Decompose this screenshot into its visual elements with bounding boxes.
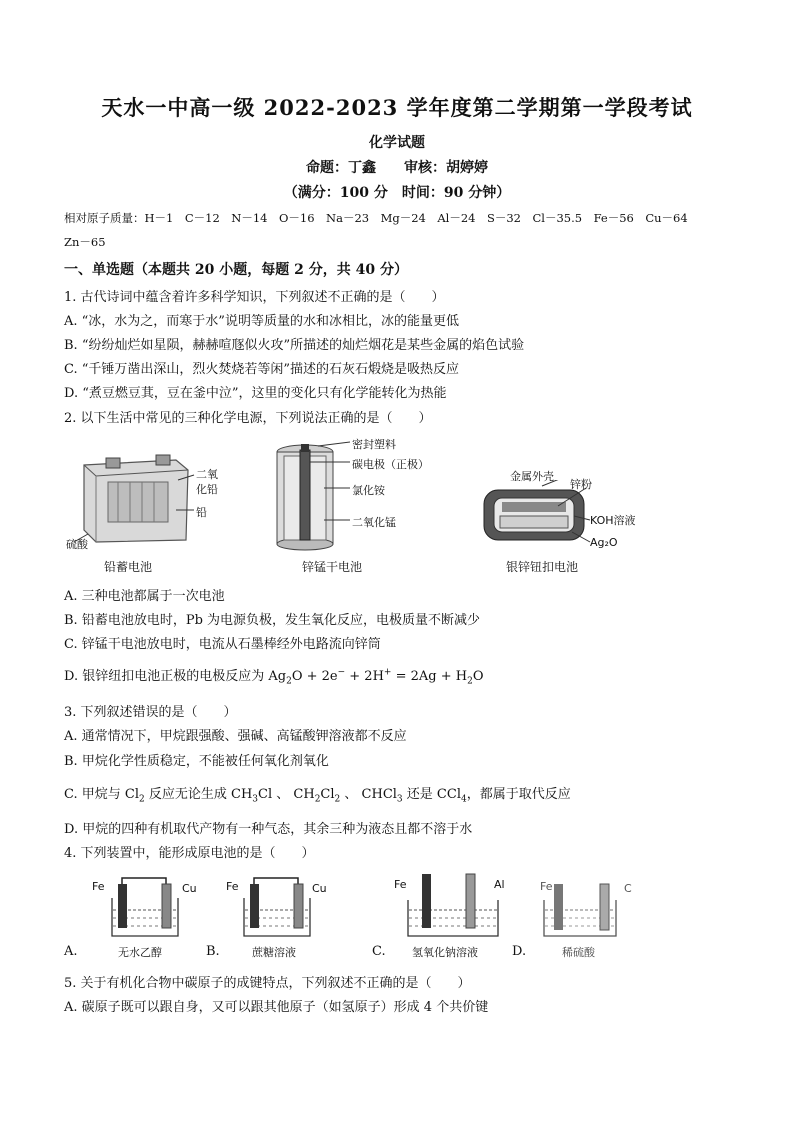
device-c-right-electrode: Al	[494, 878, 505, 891]
q2-option-d: D. 银锌纽扣电池正极的电极反应为 $Ag_2O + 2e^- + 2H^+ = 2Ag + H_2O$	[64, 667, 484, 687]
subject-title: 化学试题	[369, 135, 425, 151]
q3-option-b: B. 甲烷化学性质稳定，不能被任何氧化剂氧化	[64, 754, 329, 769]
section-heading: 一、单选题（本题共 20 小题，每题 2 分，共 40 分）	[64, 262, 408, 278]
q3-option-c: C. 甲烷与 $Cl_2$ 反应无论生成 $CH_3Cl$ 、 $CH_2Cl_2$ 、 CHCl$_3$ 还是 CCl$_4$，都属于取代反应	[64, 787, 571, 805]
q2-option-b: B. 铅蓄电池放电时，Pb 为电源负极，发生氧化反应，电极质量不断减少	[64, 613, 481, 628]
button-label-2: 锌粉	[570, 478, 592, 491]
lead-battery-caption: 铅蓄电池	[104, 560, 153, 574]
lead-label-2: 化铅	[196, 483, 218, 496]
q5-stem: 5. 关于有机化合物中碳原子的成键特点，下列叙述不正确的是（ ）	[64, 976, 471, 991]
lead-label-4: 硫酸	[66, 538, 88, 551]
q1-option-c: C. “千锤万凿出深山，烈火焚烧若等闲”描述的石灰石煅烧是吸热反应	[64, 362, 460, 377]
dry-label-1: 密封塑料	[352, 438, 396, 451]
q3-option-a: A. 通常情况下，甲烷跟强酸、强碱、高锰酸钾溶液都不反应	[64, 729, 407, 744]
device-d-letter: D.	[512, 944, 527, 959]
device-d-solution: 稀硫酸	[562, 946, 595, 959]
device-b-solution: 蔗糖溶液	[252, 946, 296, 959]
q1-option-b: B. “纷纷灿烂如星陨，赫赫喧豗似火攻”所描述的灿烂烟花是某些金属的焰色试验	[64, 338, 525, 353]
atomic-mass-line: 相对原子质量：H－1 C－12 N－14 O－16 Na－23 Mg－24 Al－24 S－32 Cl－35.5 Fe－56 Cu－64	[64, 211, 688, 225]
lead-battery-figure	[66, 450, 256, 550]
button-label-1: 金属外壳	[510, 470, 554, 483]
exam-title: 天水一中高一级 2022-2023 学年度第二学期第一学段考试	[101, 95, 693, 120]
authors-line: 命题：丁鑫 审核：胡婷婷	[306, 160, 488, 176]
device-b-letter: B.	[206, 944, 220, 959]
device-b-left-electrode: Fe	[226, 880, 239, 893]
button-label-4: Ag₂O	[590, 536, 618, 549]
device-c-diagram	[404, 868, 504, 942]
lead-label-1: 二氧	[196, 468, 218, 481]
device-d-right-electrode: C	[624, 882, 632, 895]
q2-option-a: A. 三种电池都属于一次电池	[64, 589, 225, 604]
button-label-3: KOH溶液	[590, 514, 636, 527]
dry-label-3: 氯化铵	[352, 484, 385, 497]
q3-stem: 3. 下列叙述错误的是（ ）	[64, 705, 237, 720]
device-a-letter: A.	[64, 944, 78, 959]
device-d-left-electrode: Fe	[540, 880, 553, 893]
device-a-left-electrode: Fe	[92, 880, 105, 893]
dry-cell-caption: 锌锰干电池	[302, 560, 363, 574]
lead-label-3: 铅	[196, 506, 207, 519]
q1-stem: 1. 古代诗词中蕴含着许多科学知识，下列叙述不正确的是（ ）	[64, 290, 445, 305]
q1-option-a: A. “冰，水为之，而寒于水”说明等质量的水和冰相比，冰的能量更低	[64, 314, 459, 329]
device-a-solution: 无水乙醇	[118, 946, 162, 959]
device-b-diagram	[240, 870, 320, 942]
score-time-line: （满分：100 分 时间：90 分钟）	[283, 185, 511, 201]
device-c-left-electrode: Fe	[394, 878, 407, 891]
device-a-diagram	[108, 870, 188, 942]
dry-label-2: 碳电极（正极）	[352, 458, 429, 471]
device-c-solution: 氢氧化钠溶液	[412, 946, 478, 959]
q5-option-a: A. 碳原子既可以跟自身，又可以跟其他原子（如氢原子）形成 4 个共价键	[64, 1000, 489, 1015]
device-a-right-electrode: Cu	[182, 882, 197, 895]
button-cell-caption: 银锌钮扣电池	[506, 560, 579, 574]
q4-stem: 4. 下列装置中，能形成原电池的是（ ）	[64, 846, 315, 861]
dry-label-4: 二氧化锰	[352, 516, 396, 529]
device-b-right-electrode: Cu	[312, 882, 327, 895]
q2-option-c: C. 锌锰干电池放电时，电流从石墨棒经外电路流向锌筒	[64, 637, 381, 652]
device-c-letter: C.	[372, 944, 386, 959]
atomic-mass-line-2: Zn－65	[64, 235, 106, 249]
q3-option-d: D. 甲烷的四种有机取代产物有一种气态，其余三种为液态且都不溶于水	[64, 822, 473, 837]
q1-option-d: D. “煮豆燃豆萁，豆在釜中泣”，这里的变化只有化学能转化为热能	[64, 386, 447, 401]
q2-stem: 2. 以下生活中常见的三种化学电源，下列说法正确的是（ ）	[64, 411, 432, 426]
